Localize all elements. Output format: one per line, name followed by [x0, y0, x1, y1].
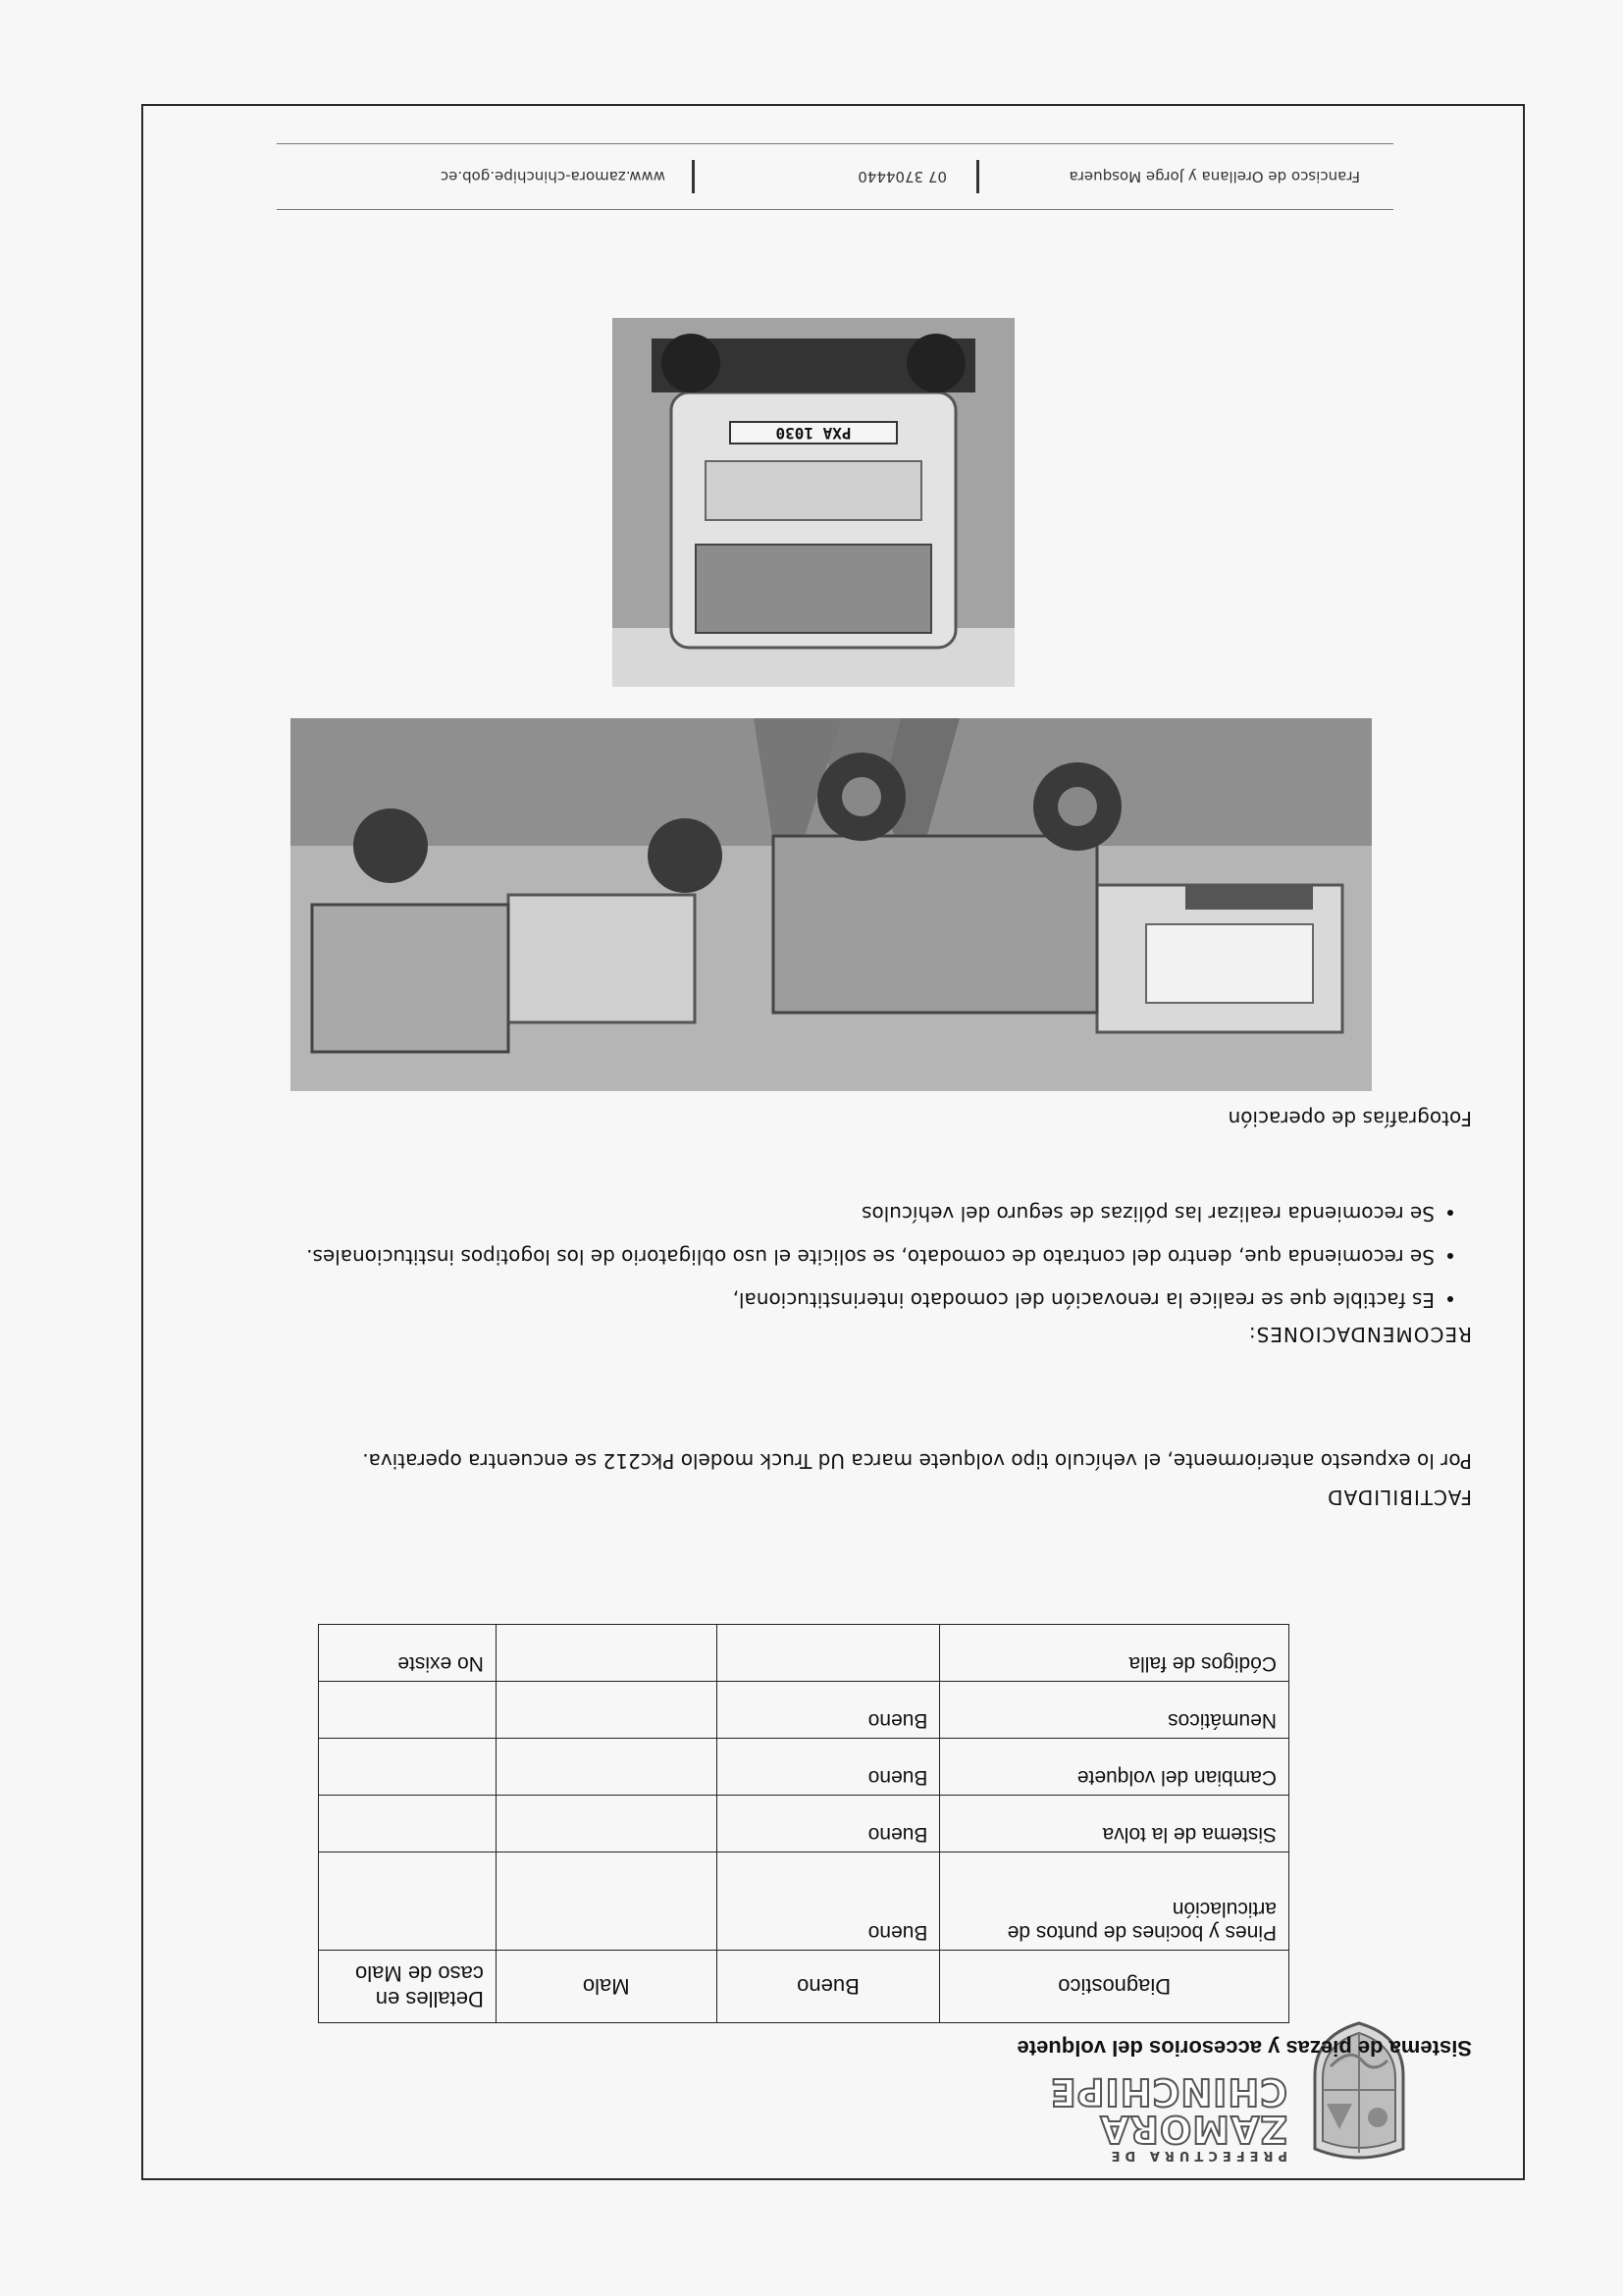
table-cell: Códigos de falla: [940, 1625, 1289, 1682]
recomendaciones-list: [277, 1185, 1472, 1315]
column-header: Malo: [496, 1951, 716, 2023]
list-item: • Es factible que se realice la renovación del comodato interinstitucional,: [277, 1285, 1435, 1315]
table-cell: [496, 1682, 716, 1739]
table-cell: [319, 1739, 497, 1796]
factibilidad-text: Por lo expuesto anteriormente, el vehículo tipo volquete marca Ud Truck modelo Pkc212 se encuentra operativa.: [362, 1449, 1472, 1473]
table-cell: Neumáticos: [940, 1682, 1289, 1739]
table-cell: Bueno: [716, 1739, 940, 1796]
list-item: • Se recomienda realizar las pólizas de seguro del vehículos: [277, 1199, 1435, 1228]
table-cell: No existe: [319, 1625, 497, 1682]
table-cell: [716, 1625, 940, 1682]
photo-overturned-trucks: [290, 718, 1372, 1091]
table-row: [319, 1739, 1289, 1796]
table-header-row: [319, 1951, 1289, 2023]
diagnostic-table: [318, 1624, 1289, 2023]
table-cell: Sistema de la tolva: [940, 1796, 1289, 1852]
column-header: Detalles en caso de Malo: [319, 1951, 497, 2023]
truck-cab-photo-icon: [612, 318, 1015, 687]
table-row: [319, 1852, 1289, 1951]
table-cell: [496, 1625, 716, 1682]
footer-divider: [692, 160, 695, 193]
table-row: [319, 1796, 1289, 1852]
license-plate-text: PXA 1030: [775, 424, 852, 443]
section-title: Sistema de piezas y accesorios del volquete: [1017, 2036, 1472, 2061]
footer-phone: 07 3704440: [858, 168, 947, 185]
page-footer: [277, 143, 1393, 210]
column-header: Bueno: [716, 1951, 940, 2023]
brand-name-line2: CHINCHIPE: [1049, 2070, 1287, 2113]
footer-address: Francisco de Orellana y Jorge Mosquera: [1069, 168, 1360, 185]
footer-website: www.zamora-chinchipe.gob.ec: [440, 168, 665, 185]
table-cell: Bueno: [716, 1852, 940, 1951]
table-cell: Cambian del volquete: [940, 1739, 1289, 1796]
dump-truck-photo-icon: [290, 718, 1372, 1091]
table-row: [319, 1625, 1289, 1682]
table-cell: [496, 1796, 716, 1852]
table-cell: [319, 1682, 497, 1739]
table-cell: Bueno: [716, 1796, 940, 1852]
photo-truck-cab-front: [612, 318, 1015, 687]
recomendaciones-heading: RECOMENDACIONES:: [1247, 1323, 1472, 1346]
brand-prefix: PREFECTURA DE: [1106, 2148, 1287, 2163]
table-cell: [496, 1739, 716, 1796]
photos-heading: Fotografías de operación: [1228, 1107, 1472, 1130]
table-cell: Bueno: [716, 1682, 940, 1739]
list-item: • Se recomienda que, dentro del contrato de comodato, se solicite el uso obligatorio de los logotipos institucionales.: [277, 1242, 1435, 1272]
table-cell: Pines y bocines de puntos de articulación: [940, 1852, 1289, 1951]
table-cell: [496, 1852, 716, 1951]
factibilidad-heading: FACTIBILIDAD: [1327, 1486, 1472, 1509]
footer-divider: [976, 160, 979, 193]
column-header: Diagnostico: [940, 1951, 1289, 2023]
table-row: [319, 1682, 1289, 1739]
table-cell: [319, 1796, 497, 1852]
prefecture-brand: [1049, 2070, 1287, 2163]
brand-name-line1: ZAMORA: [1099, 2108, 1287, 2151]
table-cell: [319, 1852, 497, 1951]
